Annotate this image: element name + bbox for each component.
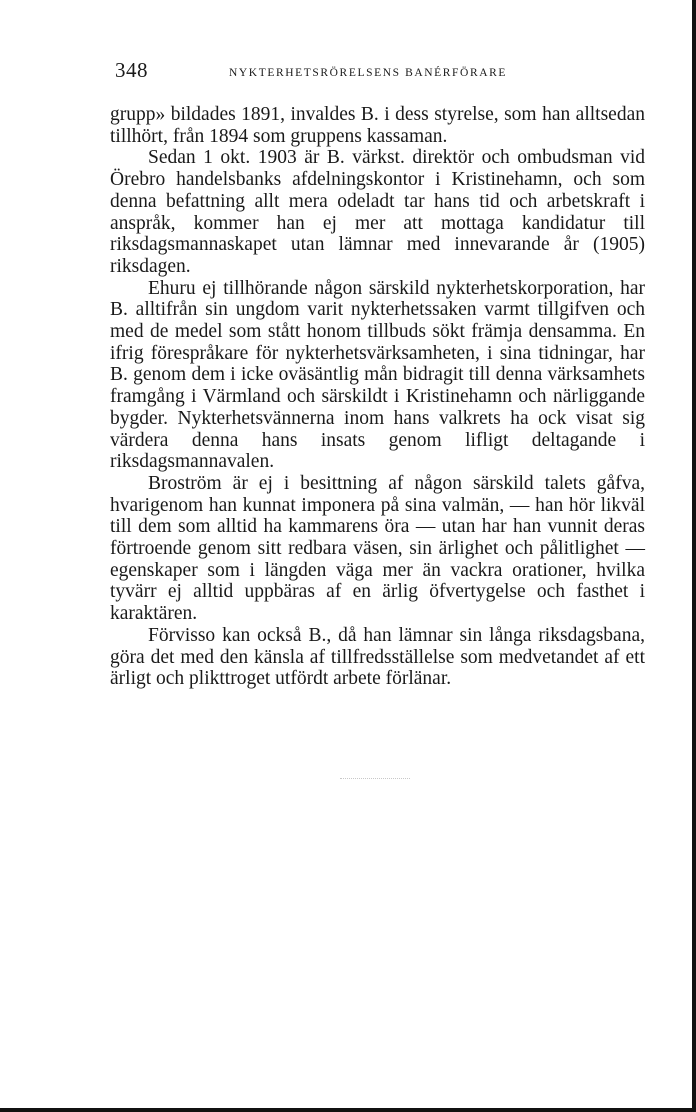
paragraph-closing: Förvisso kan också B., då han lämnar sin långa riksdagsbana, göra det med den känsla af tillfredsställelse som medvetandet af ett ärligt och plikttroget utfördt arbete förlänar. <box>110 624 645 690</box>
running-head: NYKTERHETSRÖRELSENS BANÉRFÖRARE <box>229 67 508 79</box>
page-number: 348 <box>115 58 148 82</box>
scan-artifact-divider <box>340 778 410 781</box>
paragraph-temperance: Ehuru ej tillhörande någon särskild nykterhetskorporation, har B. alltifrån sin ungdom varit nykterhetssaken varmt tillgifven och med de medel som stått honom tillbuds sökt främja densamma. En ifrig förespråkare för nykterhetsvärksamheten, i sina tidningar, har B. genom dem i icke oväsäntlig mån bidragit till denna värksamhets framgång i Värmland och särskildt i Kristinehamn och närliggande bygder. Nykterhetsvännerna inom hans valkrets ha ock visat sig värdera denna hans insats genom lifligt deltagande i riksdagsmannavalen. <box>110 277 645 473</box>
paragraph-bank-director: Sedan 1 okt. 1903 är B. värkst. direktör och ombudsman vid Örebro handelsbanks afdelningskontor i Kristinehamn, och som denna befattning allt mera odeladt tar hans tid och arbetskraft i anspråk, kommer han ej mer att mottaga kandidatur till riksdagsmannaskapet utan lämnar med innevarande år (1905) riksdagen. <box>110 147 645 277</box>
page-header <box>115 58 645 88</box>
paragraph-character: Broström är ej i besittning af någon särskild talets gåfva, hvarigenom han kunnat imponera på sina valmän, — han hör likväl till dem som alltid ha kammarens öra — utan har han vunnit deras förtroende genom sitt redbara väsen, sin ärlighet och pålitlighet — egenskaper som i längden väga mer än vackra orationer, hvilka tyvärr ej alltid uppbäras af en ärlig öfvertygelse och fasthet i karaktären. <box>110 472 645 625</box>
body-text <box>110 104 645 690</box>
paragraph-continued: grupp» bildades 1891, invaldes B. i dess styrelse, som han alltsedan tillhört, från 1894 som gruppens kassaman. <box>110 104 645 147</box>
